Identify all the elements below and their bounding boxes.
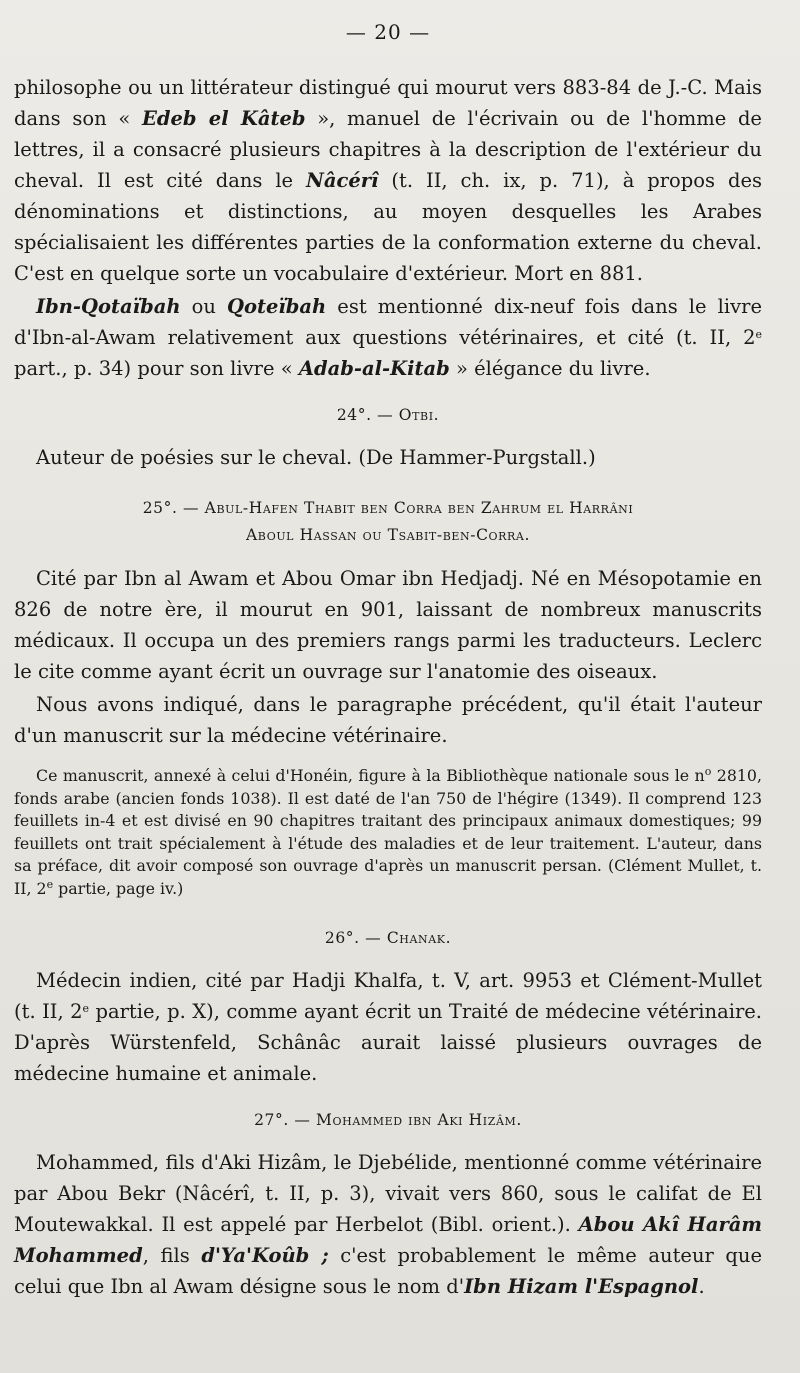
text-run: Mohammed, fils d'Aki Hizâm, le Djebélide, mentionné comme vétérinaire par Abou Bekr (Nâcérî, t. II, p. 3), vivait vers 860, sous le califat de El Moutewakkal. Il est appelé par Herbelot (Bibl. orient.). — [14, 1150, 762, 1236]
text-run: philosophe ou un littérateur distingué qui mourut vers 883-84 de J.-C. Mais dans son « — [14, 76, 762, 130]
author-name: Ibn Hizam l'Espagnol — [464, 1274, 699, 1298]
text-run: (t. II, ch. ix, p. 71), à propos des dénominations et distinctions, au moyen desquelles les Arabes spécialisaient les différentes parties de la conformation externe du cheval. C'est en quelque sorte un vocabulaire d'extérieur. Mort en 881. — [14, 169, 762, 285]
author-name: Ibn-Qotaïbah — [36, 295, 181, 318]
text-run: partie, p. X), comme ayant écrit un Traité de médecine vétérinaire. D'après Würstenfeld, Schânâc aurait laissé plusieurs ouvrages de médecine humaine et animale. — [14, 999, 763, 1085]
section-24-text: Auteur de poésies sur le cheval. (De Hammer-Purgstall.) — [36, 446, 596, 469]
superscript: e — [46, 877, 54, 891]
book-title: Nâcérî — [306, 169, 379, 192]
author-name: d'Ya'Koûb ; — [201, 1243, 329, 1267]
section-heading-25-line1: 25°. — Abul-Hafen Thabit ben Corra ben Zahrum el Harrâni — [142, 499, 634, 517]
paragraph-ibn-qotaibah — [14, 291, 762, 384]
text-run: Ce manuscrit, annexé à celui d'Honéin, figure à la Bibliothèque nationale sous le n — [36, 766, 705, 785]
text-run: . — [698, 1274, 705, 1298]
page-number: — 20 — — [345, 20, 431, 44]
text-run: part., p. 34) pour son livre « — [14, 357, 299, 380]
author-name: Qoteïbah — [226, 295, 327, 318]
book-title: Edeb el Kâteb — [141, 107, 306, 130]
section-heading-25-line2: Aboul Hassan ou Tsabit-ben-Corra. — [246, 526, 530, 544]
text-run: , fils — [142, 1243, 202, 1267]
text-run: est mentionné dix-neuf fois dans le livre d'Ibn-al-Awam relativement aux questions vétérinaires, et cité (t. II, 2 — [14, 295, 762, 349]
text-run: Médecin indien, cité par Hadji Khalfa, t. V, art. 9953 et Clément-Mullet (t. II, 2 — [14, 968, 762, 1023]
section-heading-27: 27°. — Mohammed ibn Aki Hizâm. — [254, 1110, 522, 1129]
book-title: Adab-al-Kitab — [298, 357, 450, 380]
section-heading-25 — [14, 495, 762, 549]
superscript: o — [704, 765, 712, 778]
text-run: ou — [180, 295, 227, 318]
section-27-paragraph — [14, 1147, 762, 1302]
text-run: », manuel de l'écrivain ou de l'homme de lettres, il a consacré plusieurs chapitres à la description de l'extérieur du cheval. Il est cité dans le — [14, 107, 762, 192]
text-run: 2810, fonds arabe (ancien fonds 1038). Il est daté de l'an 750 de l'hégire (1349). Il comprend 123 feuillets in-4 et est divisé en 90 chapitres traitant des principaux animaux domestiques; 99 feuillets ont trait spécialement à l'étude des maladies et de leur traitement. L'auteur, dans sa préface, dit avoir composé son ouvrage d'après un manuscrit persan. (Clément Mullet, t. II, 2 — [14, 766, 762, 898]
section-25-paragraph-1: Cité par Ibn al Awam et Abou Omar ibn Hedjadj. Né en Mésopotamie en 826 de notre ère, il mourut en 901, laissant de nombreux manuscrits médicaux. Il occupa un des premiers rangs parmi les traducteurs. Leclerc le cite comme ayant écrit un ouvrage sur l'anatomie des oiseaux. — [14, 567, 762, 683]
section-heading-26: 26°. — Chanak. — [324, 928, 452, 947]
text-run: partie, page iv.) — [53, 878, 184, 898]
section-25-paragraph-2: Nous avons indiqué, dans le paragraphe précédent, qu'il était l'auteur d'un manuscrit sur la médecine vétérinaire. — [14, 693, 762, 747]
section-heading-24: 24°. — Otbi. — [336, 406, 440, 424]
superscript: e — [82, 1001, 90, 1015]
text-run: » élégance du livre. — [449, 357, 651, 380]
section-26-paragraph — [14, 965, 762, 1089]
paragraph-intro — [14, 72, 762, 289]
text-run: c'est probablement le même auteur que celui que Ibn al Awam désigne sous le nom d' — [14, 1243, 762, 1298]
author-name: Abou Akî Harâm Mohammed — [14, 1212, 762, 1267]
superscript: e — [755, 328, 762, 341]
footnote-manuscript — [14, 765, 762, 901]
